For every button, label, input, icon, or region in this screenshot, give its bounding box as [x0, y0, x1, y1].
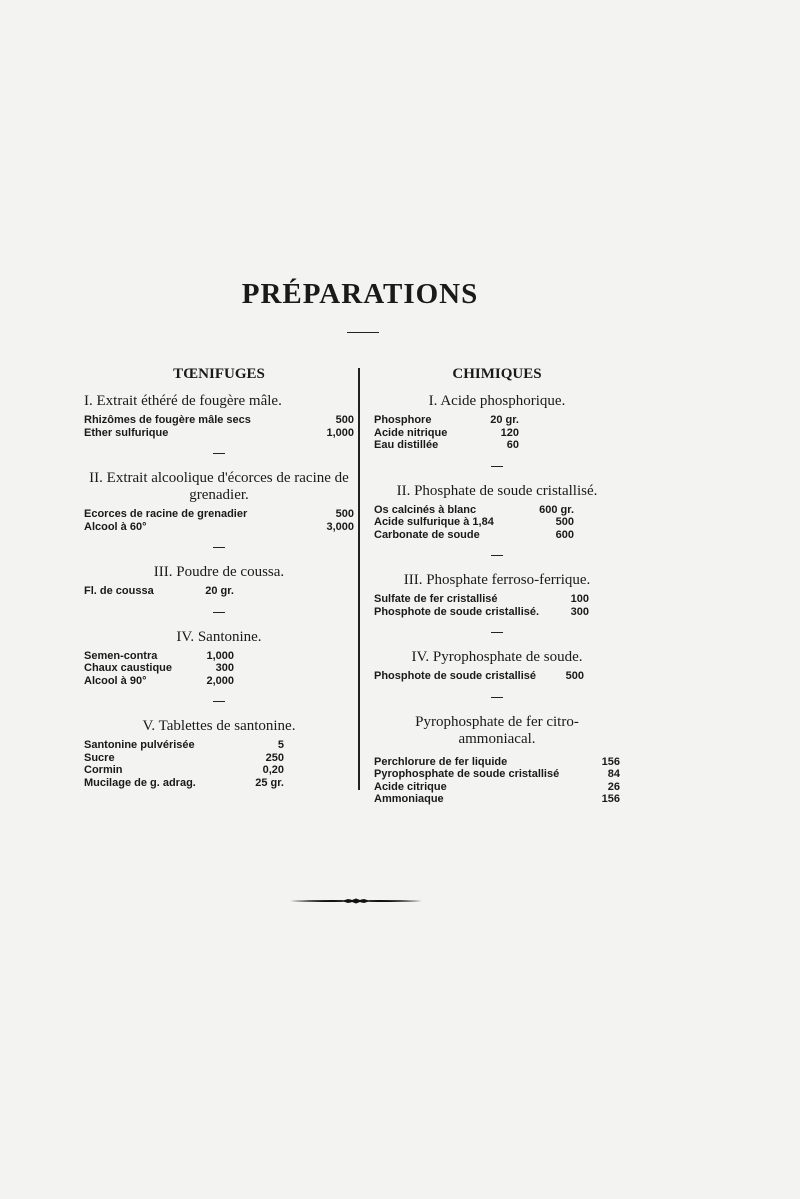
ingredient-row — [84, 508, 354, 521]
ingredient-row — [84, 521, 354, 534]
ingredient-qty: 600 gr. — [539, 503, 574, 516]
ingredient-name: Mucilage de g. adrag. — [84, 776, 196, 789]
ingredient-qty: 500 — [335, 508, 354, 520]
ingredient-qty: 500 — [555, 516, 574, 528]
ornament-divider — [288, 894, 424, 908]
ingredient-qty: 300 — [570, 605, 589, 618]
ingredient-row — [374, 670, 584, 683]
ingredient-name: Rhizômes de fougère mâle secs — [84, 414, 251, 426]
ingredient-row — [84, 764, 284, 777]
ingredient-qty: 1,000 — [206, 649, 234, 662]
column-heading-right: CHIMIQUES — [452, 366, 542, 382]
left-column — [84, 366, 354, 789]
section-title: IV. Pyrophosphate de soude. — [411, 649, 583, 665]
ingredient-row — [374, 439, 519, 452]
section-separator — [491, 697, 503, 698]
section-separator — [213, 453, 225, 454]
section-title: II. Extrait alcoolique d'écorces de racine de grenadier. — [89, 470, 349, 503]
ingredient-qty: 0,20 — [262, 764, 284, 776]
ingredient-qty: 2,000 — [206, 674, 234, 687]
ingredient-row — [374, 781, 620, 794]
section-title: Pyrophosphate de fer citro-ammoniacal. — [415, 713, 579, 747]
ingredient-name: Acide nitrique — [374, 426, 448, 439]
section-title: IV. Santonine. — [176, 628, 262, 645]
ingredient-row — [84, 739, 284, 752]
ingredient-qty: 5 — [277, 739, 284, 751]
recipe-section — [84, 629, 354, 688]
ingredient-qty: 100 — [570, 593, 589, 605]
recipe-section — [374, 393, 620, 452]
section-separator — [213, 701, 225, 702]
ingredient-row — [84, 414, 354, 427]
ingredient-name: Carbonate de soude — [374, 528, 480, 541]
section-title: III. Poudre de coussa. — [153, 564, 285, 580]
ingredient-row — [84, 662, 234, 675]
right-column — [374, 366, 620, 806]
ingredient-name: Ammoniaque — [374, 793, 444, 805]
recipe-section — [84, 718, 354, 789]
ingredient-name: Pyrophosphate de soude cristallisé — [374, 768, 560, 780]
ingredient-name: Fl. de coussa — [84, 585, 154, 597]
ingredient-name: Alcool à 60° — [84, 520, 147, 533]
ingredient-name: Phosphote de soude cristallisé — [374, 670, 536, 682]
ingredient-qty: 250 — [265, 751, 284, 764]
ingredient-row — [374, 606, 589, 619]
section-separator — [491, 466, 503, 467]
ingredient-row — [374, 793, 620, 806]
ingredient-row — [84, 427, 354, 440]
ingredient-name: Acide sulfurique à 1,84 — [374, 516, 494, 528]
page-title: PRÉPARATIONS — [241, 278, 479, 310]
ingredient-name: Alcool à 90° — [84, 674, 147, 687]
ingredient-row — [374, 593, 589, 606]
ingredient-qty: 60 — [506, 439, 519, 451]
ingredient-row — [374, 427, 519, 440]
ingredient-row — [374, 768, 620, 781]
ingredient-row — [84, 752, 284, 765]
ingredient-qty: 500 — [335, 414, 354, 426]
section-title: I. Acide phosphorique. — [428, 393, 566, 409]
ingredient-qty: 600 — [555, 528, 574, 541]
ingredient-qty: 156 — [601, 755, 620, 768]
ingredient-qty: 25 gr. — [255, 776, 284, 789]
section-separator — [491, 555, 503, 556]
ingredient-name: Perchlorure de fer liquide — [374, 755, 508, 768]
section-title: II. Phosphate de soude cristallisé. — [396, 482, 598, 499]
ingredient-qty: 20 gr. — [490, 414, 519, 426]
ingredient-qty: 26 — [607, 780, 620, 793]
ingredient-qty: 300 — [215, 662, 234, 674]
ingredient-name: Acide citrique — [374, 780, 447, 793]
ingredient-name: Sucre — [84, 751, 115, 764]
ingredient-qty: 3,000 — [326, 520, 354, 533]
recipe-section — [374, 714, 620, 806]
ingredient-name: Chaux caustique — [84, 662, 173, 674]
ingredient-qty: 20 gr. — [205, 585, 234, 597]
ingredient-name: Os calcinés à blanc — [374, 503, 477, 516]
recipe-section — [84, 393, 354, 439]
ingredient-name: Sulfate de fer cristallisé — [374, 593, 498, 605]
section-title: I. Extrait éthéré de fougère mâle. — [84, 393, 282, 409]
ingredient-name: Ecorces de racine de grenadier — [84, 508, 248, 520]
recipe-section — [374, 572, 620, 618]
ingredient-row — [374, 516, 574, 529]
column-divider — [358, 368, 360, 790]
ingredient-row — [84, 650, 234, 663]
recipe-section — [84, 470, 354, 533]
section-title: III. Phosphate ferroso-ferrique. — [403, 572, 591, 588]
ingredient-name: Semen-contra — [84, 649, 158, 662]
ingredient-row — [374, 756, 620, 769]
section-separator — [213, 547, 225, 548]
ingredient-name: Ether sulfurique — [84, 426, 169, 439]
title-rule — [347, 332, 379, 333]
ingredient-row — [84, 585, 234, 598]
column-heading-left: TŒNIFUGES — [173, 366, 265, 382]
recipe-section — [84, 564, 354, 598]
ingredient-row — [374, 529, 574, 542]
section-separator — [491, 632, 503, 633]
ingredient-name: Phosphote de soude cristallisé. — [374, 605, 540, 618]
ingredient-qty: 500 — [565, 670, 584, 682]
section-separator — [213, 612, 225, 613]
ingredient-name: Cormin — [84, 764, 123, 776]
ingredient-qty: 120 — [500, 426, 519, 439]
section-title: V. Tablettes de santonine. — [142, 718, 296, 734]
ingredient-row — [84, 777, 284, 790]
ingredient-row — [374, 504, 574, 517]
ingredient-name: Phosphore — [374, 414, 432, 426]
ingredient-row — [84, 675, 234, 688]
ingredient-name: Santonine pulvérisée — [84, 739, 195, 751]
ingredient-qty: 1,000 — [326, 426, 354, 439]
ingredient-row — [374, 414, 519, 427]
ingredient-qty: 84 — [607, 768, 620, 780]
ingredient-name: Eau distillée — [374, 439, 439, 451]
recipe-section — [374, 649, 620, 683]
recipe-section — [374, 483, 620, 542]
ingredient-qty: 156 — [601, 793, 620, 805]
